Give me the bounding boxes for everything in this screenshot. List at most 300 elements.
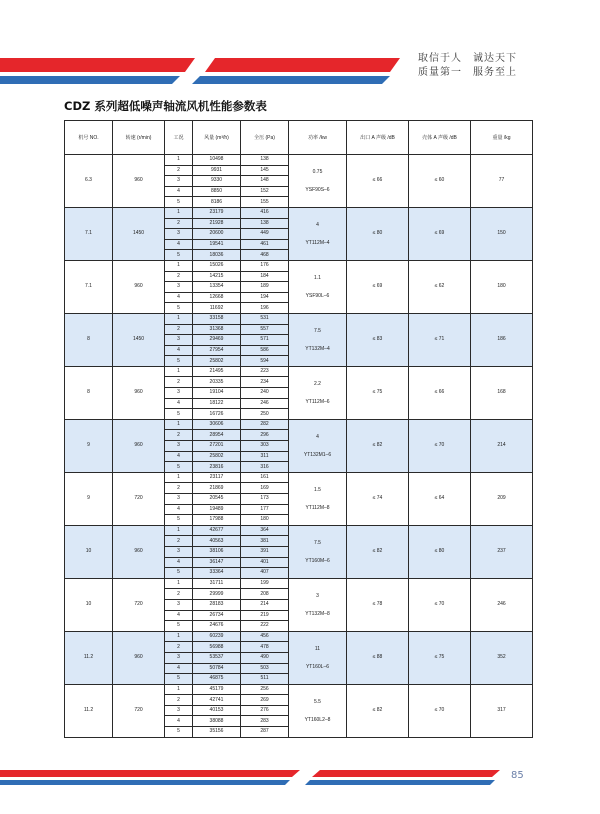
airflow-cell: 31368 (193, 324, 241, 335)
weight-cell: 246 (471, 578, 533, 631)
pressure-cell: 296 (241, 430, 289, 441)
condition-cell: 2 (165, 589, 193, 600)
shell-noise-cell: ≤ 80 (409, 525, 471, 578)
pressure-cell: 303 (241, 441, 289, 452)
column-header: 功率 /kw (289, 121, 347, 155)
airflow-cell: 18036 (193, 250, 241, 261)
pressure-cell: 240 (241, 388, 289, 399)
pressure-cell: 199 (241, 578, 289, 589)
airflow-cell: 33158 (193, 313, 241, 324)
spacer (289, 389, 346, 397)
condition-cell: 3 (165, 546, 193, 557)
airflow-cell: 12668 (193, 292, 241, 303)
table-row (65, 525, 533, 536)
outlet-noise-cell: ≤ 69 (347, 260, 409, 313)
condition-cell: 2 (165, 695, 193, 706)
condition-cell: 3 (165, 494, 193, 505)
pressure-cell: 223 (241, 366, 289, 377)
power-value: 2.2 (314, 380, 321, 387)
weight-cell: 317 (471, 684, 533, 737)
speed-cell: 720 (113, 578, 165, 631)
fan-number-cell: 8 (65, 366, 113, 419)
airflow-cell: 46875 (193, 674, 241, 685)
footer-stripes (0, 760, 600, 800)
airflow-cell: 14215 (193, 271, 241, 282)
column-header: 全压 (Pa) (241, 121, 289, 155)
airflow-cell: 28183 (193, 599, 241, 610)
spacer (289, 177, 346, 185)
power-value: 1.5 (314, 486, 321, 493)
airflow-cell: 50784 (193, 663, 241, 674)
pressure-cell: 138 (241, 218, 289, 229)
shell-noise-cell: ≤ 66 (409, 366, 471, 419)
airflow-cell: 20335 (193, 377, 241, 388)
outlet-noise-cell: ≤ 82 (347, 419, 409, 472)
fan-number-cell: 10 (65, 578, 113, 631)
condition-cell: 1 (165, 260, 193, 271)
pressure-cell: 449 (241, 229, 289, 240)
pressure-cell: 586 (241, 345, 289, 356)
spacer (289, 283, 346, 291)
speed-cell: 720 (113, 684, 165, 737)
table-row (65, 684, 533, 695)
airflow-cell: 23816 (193, 462, 241, 473)
fan-number-cell: 10 (65, 525, 113, 578)
pressure-cell: 219 (241, 610, 289, 621)
weight-cell: 209 (471, 472, 533, 525)
weight-cell: 186 (471, 313, 533, 366)
speed-cell: 960 (113, 366, 165, 419)
power-motor-cell (289, 313, 347, 366)
pressure-cell: 364 (241, 525, 289, 536)
table-row (65, 578, 533, 589)
weight-cell: 77 (471, 155, 533, 208)
footer-blue-stripe (0, 780, 290, 785)
column-header: 机号 NO. (65, 121, 113, 155)
condition-cell: 2 (165, 165, 193, 176)
airflow-cell: 11692 (193, 303, 241, 314)
table-row (65, 155, 533, 166)
table-row (65, 472, 533, 483)
table-body (65, 155, 533, 738)
condition-cell: 3 (165, 441, 193, 452)
speed-cell: 720 (113, 472, 165, 525)
pressure-cell: 222 (241, 621, 289, 632)
spacer (289, 442, 346, 450)
condition-cell: 4 (165, 716, 193, 727)
condition-cell: 3 (165, 599, 193, 610)
airflow-cell: 42677 (193, 525, 241, 536)
table-row (65, 366, 533, 377)
spacer (289, 654, 346, 662)
airflow-cell: 23179 (193, 207, 241, 218)
outlet-noise-cell: ≤ 83 (347, 313, 409, 366)
pressure-cell: 503 (241, 663, 289, 674)
speed-cell: 960 (113, 419, 165, 472)
speed-cell: 960 (113, 525, 165, 578)
airflow-cell: 42741 (193, 695, 241, 706)
airflow-cell: 21495 (193, 366, 241, 377)
power-value: 5.5 (314, 698, 321, 705)
motor-model: YT160M–6 (305, 557, 330, 564)
airflow-cell: 33364 (193, 568, 241, 579)
pressure-cell: 169 (241, 483, 289, 494)
power-motor-cell (289, 684, 347, 737)
pressure-cell: 194 (241, 292, 289, 303)
motor-model: YT112M–4 (305, 239, 330, 246)
airflow-cell: 27954 (193, 345, 241, 356)
power-motor-cell (289, 631, 347, 684)
condition-cell: 5 (165, 515, 193, 526)
condition-cell: 2 (165, 430, 193, 441)
performance-table-wrapper (64, 120, 532, 738)
motor-model: YT160L–6 (305, 663, 330, 670)
condition-cell: 4 (165, 451, 193, 462)
spacer (289, 601, 346, 609)
pressure-cell: 189 (241, 282, 289, 293)
condition-cell: 5 (165, 674, 193, 685)
condition-cell: 4 (165, 398, 193, 409)
column-header: 转速 (r/min) (113, 121, 165, 155)
outlet-noise-cell: ≤ 82 (347, 525, 409, 578)
condition-cell: 3 (165, 229, 193, 240)
pressure-cell: 594 (241, 356, 289, 367)
condition-cell: 2 (165, 483, 193, 494)
spacer (289, 230, 346, 238)
airflow-cell: 35156 (193, 727, 241, 738)
airflow-cell: 20545 (193, 494, 241, 505)
pressure-cell: 478 (241, 642, 289, 653)
table-row (65, 260, 533, 271)
table-row (65, 313, 533, 324)
pressure-cell: 155 (241, 197, 289, 208)
condition-cell: 1 (165, 684, 193, 695)
shell-noise-cell: ≤ 71 (409, 313, 471, 366)
condition-cell: 2 (165, 642, 193, 653)
condition-cell: 2 (165, 377, 193, 388)
pressure-cell: 269 (241, 695, 289, 706)
column-header: 出口 A 声级 /dB (347, 121, 409, 155)
airflow-cell: 21869 (193, 483, 241, 494)
pressure-cell: 196 (241, 303, 289, 314)
weight-cell: 237 (471, 525, 533, 578)
airflow-cell: 56988 (193, 642, 241, 653)
airflow-cell: 23117 (193, 472, 241, 483)
airflow-cell: 19541 (193, 239, 241, 250)
pressure-cell: 401 (241, 557, 289, 568)
airflow-cell: 24676 (193, 621, 241, 632)
condition-cell: 5 (165, 621, 193, 632)
airflow-cell: 60239 (193, 631, 241, 642)
condition-cell: 3 (165, 176, 193, 187)
pressure-cell: 180 (241, 515, 289, 526)
table-row (65, 631, 533, 642)
shell-noise-cell: ≤ 70 (409, 684, 471, 737)
condition-cell: 1 (165, 472, 193, 483)
airflow-cell: 27201 (193, 441, 241, 452)
condition-cell: 3 (165, 335, 193, 346)
airflow-cell: 9931 (193, 165, 241, 176)
condition-cell: 4 (165, 345, 193, 356)
pressure-cell: 316 (241, 462, 289, 473)
fan-number-cell: 11.2 (65, 631, 113, 684)
power-value: 4 (316, 433, 319, 440)
weight-cell: 352 (471, 631, 533, 684)
power-motor-cell (289, 419, 347, 472)
outlet-noise-cell: ≤ 66 (347, 155, 409, 208)
shell-noise-cell: ≤ 69 (409, 207, 471, 260)
airflow-cell: 40153 (193, 705, 241, 716)
power-motor-cell (289, 578, 347, 631)
power-motor-cell (289, 366, 347, 419)
airflow-cell: 30606 (193, 419, 241, 430)
weight-cell: 168 (471, 366, 533, 419)
performance-table (64, 120, 533, 738)
outlet-noise-cell: ≤ 80 (347, 207, 409, 260)
pressure-cell: 456 (241, 631, 289, 642)
shell-noise-cell: ≤ 75 (409, 631, 471, 684)
fan-number-cell: 9 (65, 419, 113, 472)
weight-cell: 150 (471, 207, 533, 260)
airflow-cell: 15026 (193, 260, 241, 271)
airflow-cell: 10498 (193, 155, 241, 166)
condition-cell: 2 (165, 271, 193, 282)
pressure-cell: 490 (241, 652, 289, 663)
pressure-cell: 214 (241, 599, 289, 610)
condition-cell: 4 (165, 663, 193, 674)
airflow-cell: 9330 (193, 176, 241, 187)
pressure-cell: 145 (241, 165, 289, 176)
footer-red-stripe (0, 770, 300, 777)
condition-cell: 4 (165, 610, 193, 621)
motor-model: YSF90L–6 (305, 292, 330, 299)
table-header-row (65, 121, 533, 155)
fan-number-cell: 7.1 (65, 260, 113, 313)
fan-number-cell: 9 (65, 472, 113, 525)
condition-cell: 1 (165, 366, 193, 377)
power-value: 0.75 (312, 168, 323, 175)
shell-noise-cell: ≤ 64 (409, 472, 471, 525)
speed-cell: 960 (113, 155, 165, 208)
condition-cell: 1 (165, 155, 193, 166)
condition-cell: 1 (165, 631, 193, 642)
airflow-cell: 17988 (193, 515, 241, 526)
power-motor-cell (289, 155, 347, 208)
airflow-cell: 16726 (193, 409, 241, 420)
pressure-cell: 571 (241, 335, 289, 346)
pressure-cell: 161 (241, 472, 289, 483)
speed-cell: 1450 (113, 207, 165, 260)
condition-cell: 4 (165, 504, 193, 515)
condition-cell: 2 (165, 536, 193, 547)
table-row (65, 419, 533, 430)
airflow-cell: 29469 (193, 335, 241, 346)
airflow-cell: 20600 (193, 229, 241, 240)
fan-number-cell: 6.3 (65, 155, 113, 208)
pressure-cell: 283 (241, 716, 289, 727)
slogan-line-2: 质量第一 服务至上 (418, 67, 517, 78)
condition-cell: 1 (165, 207, 193, 218)
pressure-cell: 173 (241, 494, 289, 505)
condition-cell: 4 (165, 292, 193, 303)
header-red-stripe (0, 58, 195, 72)
airflow-cell: 45179 (193, 684, 241, 695)
column-header: 风量 (m³/h) (193, 121, 241, 155)
motor-model: YT160L2–8 (304, 716, 331, 723)
condition-cell: 2 (165, 218, 193, 229)
airflow-cell: 26734 (193, 610, 241, 621)
pressure-cell: 250 (241, 409, 289, 420)
pressure-cell: 152 (241, 186, 289, 197)
table-row (65, 207, 533, 218)
power-value: 7.5 (314, 327, 321, 334)
outlet-noise-cell: ≤ 75 (347, 366, 409, 419)
power-value: 11 (314, 645, 321, 652)
condition-cell: 3 (165, 652, 193, 663)
pressure-cell: 311 (241, 451, 289, 462)
pressure-cell: 391 (241, 546, 289, 557)
airflow-cell: 25802 (193, 451, 241, 462)
pressure-cell: 282 (241, 419, 289, 430)
condition-cell: 5 (165, 303, 193, 314)
page-title: CDZ 系列超低噪声轴流风机性能参数表 (64, 99, 267, 113)
weight-cell: 214 (471, 419, 533, 472)
airflow-cell: 31711 (193, 578, 241, 589)
page-number: 85 (511, 770, 524, 781)
pressure-cell: 176 (241, 260, 289, 271)
pressure-cell: 531 (241, 313, 289, 324)
spacer (289, 336, 346, 344)
pressure-cell: 246 (241, 398, 289, 409)
condition-cell: 3 (165, 388, 193, 399)
condition-cell: 5 (165, 356, 193, 367)
motor-model: YT132M1–6 (303, 451, 332, 458)
header-blue-stripe-right (192, 76, 390, 84)
condition-cell: 5 (165, 409, 193, 420)
pressure-cell: 468 (241, 250, 289, 261)
fan-number-cell: 11.2 (65, 684, 113, 737)
speed-cell: 960 (113, 631, 165, 684)
pressure-cell: 256 (241, 684, 289, 695)
condition-cell: 3 (165, 705, 193, 716)
airflow-cell: 19104 (193, 388, 241, 399)
condition-cell: 5 (165, 197, 193, 208)
power-motor-cell (289, 525, 347, 578)
condition-cell: 4 (165, 557, 193, 568)
airflow-cell: 21928 (193, 218, 241, 229)
motor-model: YT132M–4 (305, 345, 330, 352)
airflow-cell: 19489 (193, 504, 241, 515)
condition-cell: 4 (165, 186, 193, 197)
pressure-cell: 407 (241, 568, 289, 579)
airflow-cell: 8850 (193, 186, 241, 197)
pressure-cell: 416 (241, 207, 289, 218)
header-slogan (418, 52, 517, 80)
condition-cell: 1 (165, 313, 193, 324)
airflow-cell: 8186 (193, 197, 241, 208)
condition-cell: 5 (165, 462, 193, 473)
speed-cell: 1450 (113, 313, 165, 366)
footer-blue-stripe-right (305, 780, 495, 785)
condition-cell: 1 (165, 525, 193, 536)
motor-model: YT132M–8 (305, 610, 330, 617)
condition-cell: 1 (165, 578, 193, 589)
airflow-cell: 28954 (193, 430, 241, 441)
pressure-cell: 287 (241, 727, 289, 738)
fan-number-cell: 8 (65, 313, 113, 366)
motor-model: YSF90S–6 (305, 186, 330, 193)
condition-cell: 5 (165, 568, 193, 579)
shell-noise-cell: ≤ 60 (409, 155, 471, 208)
condition-cell: 5 (165, 250, 193, 261)
airflow-cell: 13354 (193, 282, 241, 293)
header-red-stripe-right (205, 58, 400, 72)
outlet-noise-cell: ≤ 82 (347, 684, 409, 737)
motor-model: YT112M–6 (305, 398, 330, 405)
shell-noise-cell: ≤ 62 (409, 260, 471, 313)
header-blue-stripe (0, 76, 180, 84)
column-header: 工况 (165, 121, 193, 155)
spacer (289, 707, 346, 715)
shell-noise-cell: ≤ 70 (409, 578, 471, 631)
pressure-cell: 208 (241, 589, 289, 600)
footer-red-stripe-right (312, 770, 500, 777)
outlet-noise-cell: ≤ 74 (347, 472, 409, 525)
condition-cell: 3 (165, 282, 193, 293)
slogan-line-1: 取信于人 诚达天下 (418, 53, 517, 64)
pressure-cell: 234 (241, 377, 289, 388)
pressure-cell: 511 (241, 674, 289, 685)
airflow-cell: 38088 (193, 716, 241, 727)
power-value: 7.5 (314, 539, 321, 546)
spacer (289, 495, 346, 503)
column-header: 壳体 A 声级 /dB (409, 121, 471, 155)
condition-cell: 2 (165, 324, 193, 335)
airflow-cell: 29999 (193, 589, 241, 600)
condition-cell: 4 (165, 239, 193, 250)
power-motor-cell (289, 207, 347, 260)
speed-cell: 960 (113, 260, 165, 313)
power-motor-cell (289, 472, 347, 525)
weight-cell: 180 (471, 260, 533, 313)
column-header: 重量 /kg (471, 121, 533, 155)
airflow-cell: 25802 (193, 356, 241, 367)
fan-number-cell: 7.1 (65, 207, 113, 260)
pressure-cell: 381 (241, 536, 289, 547)
airflow-cell: 36147 (193, 557, 241, 568)
condition-cell: 1 (165, 419, 193, 430)
pressure-cell: 138 (241, 155, 289, 166)
power-motor-cell (289, 260, 347, 313)
pressure-cell: 461 (241, 239, 289, 250)
power-value: 3 (316, 592, 319, 599)
airflow-cell: 18122 (193, 398, 241, 409)
pressure-cell: 557 (241, 324, 289, 335)
pressure-cell: 276 (241, 705, 289, 716)
shell-noise-cell: ≤ 70 (409, 419, 471, 472)
airflow-cell: 53537 (193, 652, 241, 663)
pressure-cell: 177 (241, 504, 289, 515)
airflow-cell: 40563 (193, 536, 241, 547)
condition-cell: 5 (165, 727, 193, 738)
pressure-cell: 184 (241, 271, 289, 282)
spacer (289, 548, 346, 556)
outlet-noise-cell: ≤ 88 (347, 631, 409, 684)
outlet-noise-cell: ≤ 78 (347, 578, 409, 631)
airflow-cell: 38106 (193, 546, 241, 557)
power-value: 4 (316, 221, 319, 228)
power-value: 1.1 (314, 274, 321, 281)
